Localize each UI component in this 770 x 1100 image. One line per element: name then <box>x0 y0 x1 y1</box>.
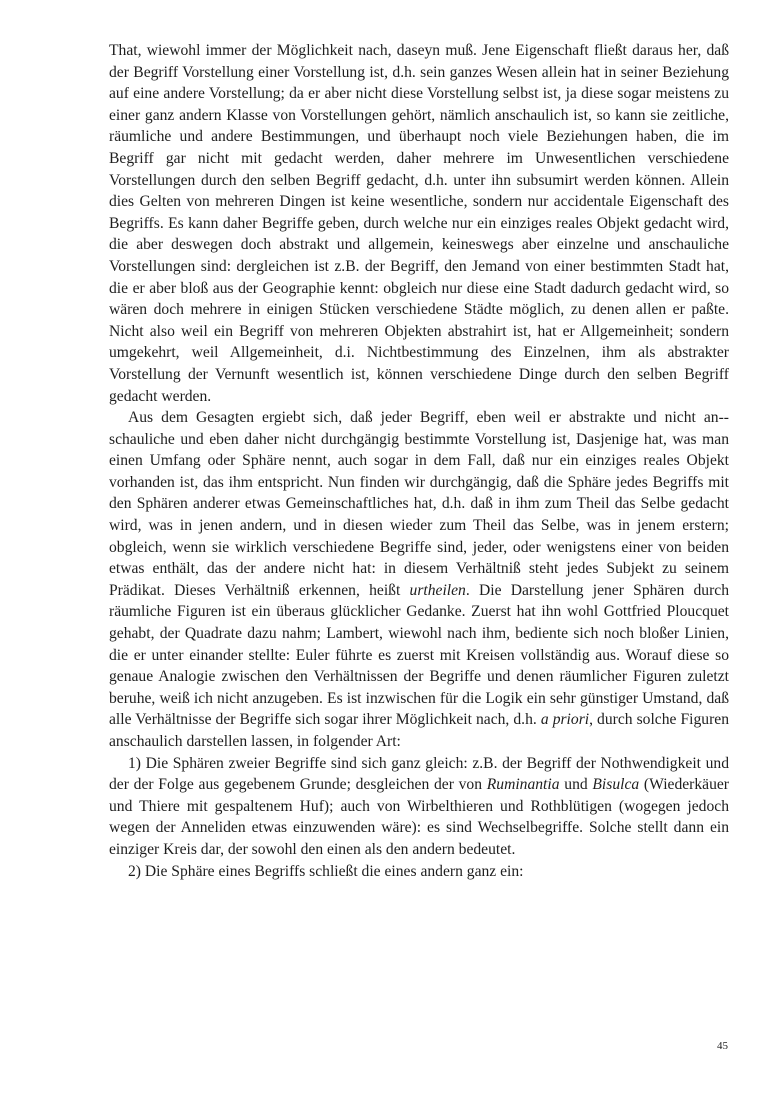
paragraph-2-italic-term: urtheilen <box>409 581 466 599</box>
paragraph-1-text: That, wiewohl immer der Möglichkeit nach, daseyn muß. Jene Eigenschaft fließt daraus her, daß der Begriff Vorstellung einer Vorstellung ist, d.h. sein ganzes Wesen allein hat in seiner Beziehung auf eine andere Vorstellung; da er aber nicht diese Vorstellung selbst ist, ja diese sogar meistens zu einer ganz andern Klasse von Vorstellungen gehört, nämlich anschaulich ist, so kann sie zeitliche, räumliche und andere Bestimmungen, und überhaupt noch viele Beziehungen haben, die im Begriff gar nicht mit gedacht werden, daher mehrere im Unwesentlichen verschiedene Vorstellungen durch den selben Begriff gedacht, d.h. unter ihn subsumirt werden können. Allein dies Gelten von mehreren Dingen ist keine wesentliche, sondern nur accidentale Eigenschaft des Begriffs. Es kann daher Begriffe geben, durch welche nur ein einziges reales Objekt gedacht wird, die aber deswegen doch abstrakt und allgemein, keineswegs aber einzelne und anschauliche Vorstellungen sind: dergleichen ist z.B. der Begriff, den Jemand von einer bestimmten Stadt hat, die er aber bloß aus der Geographie kennt: obgleich nur diese eine Stadt dadurch gedacht wird, so wären doch mehrere in einigen Stücken verschiedene Städte möglich, zu denen allen er paßte. Nicht also weil ein Begriff von mehreren Objekten abstrahirt ist, hat er Allgemeinheit; sondern umgekehrt, weil Allgemeinheit, d.i. Nichtbestimmung des Einzelnen, ihm als abstrakter Vorstellung der Vernunft wesentlich ist, können verschiedene Dinge durch den selben Begriff gedacht werden. <box>109 42 729 405</box>
paragraph-2 <box>109 407 729 753</box>
paragraph-3-italic-term-1: Ruminantia <box>486 776 560 794</box>
paragraph-2-text-a: Aus dem Gesagten ergiebt sich, daß jeder Begriff, eben weil er abstrakte und nicht an-schauliche und eben daher nicht durchgängig bestimmte Vorstellung ist, Dasjenige hat, was man einen Umfang oder Sphäre nennt, auch sogar in dem Fall, daß nur ein einziges reales Objekt vorhanden ist, das ihm entspricht. Nun finden wir durchgängig, daß die Sphäre jedes Begriffs mit den Sphären anderer etwas Gemeinschaftliches hat, d.h. daß in ihm zum Theil das Selbe gedacht wird, was in jenen andern, und in diesen wieder zum Theil das Selbe, was in jenem erstern; obgleich, wenn sie wirklich verschiedene Begriffe sind, jeder, oder wenigstens einer von beiden etwas enthält, das der andere nicht hat: in diesem Verhältniß steht jedes Subjekt zu seinem Prädikat. Dieses Verhältniß erkennen, heißt <box>109 409 729 599</box>
page-number: 45 <box>717 1040 728 1052</box>
paragraph-4 <box>109 861 729 883</box>
paragraph-3 <box>109 753 729 861</box>
paragraph-1 <box>109 40 729 407</box>
paragraph-2-text-c: , durch solche Figuren anschaulich darstellen lassen, in folgender Art: <box>109 711 730 750</box>
paragraph-4-text: 2) Die Sphäre eines Begriffs schließt die eines andern ganz ein: <box>128 862 524 880</box>
paragraph-2-italic-phrase: a priori <box>540 711 590 729</box>
paragraph-3-italic-term-2: Bisulca <box>592 776 640 794</box>
paragraph-2-text-b: . Die Darstellung jener Sphären durch räumliche Figuren ist ein überaus glücklicher Gedanke. Zuerst hat ihn wohl Gottfried Ploucquet gehabt, der Quadrate dazu nahm; Lambert, wiewohl nach ihm, bediente sich noch bloßer Linien, die er unter einander stellte: Euler führte es zuerst mit Kreisen vollständig aus. Worauf diese so genaue Analogie zwischen den Verhältnissen der Begriffe und denen räumlicher Figuren zuletzt beruhe, weiß ich nicht anzugeben. Es ist inzwischen für die Logik ein sehr günstiger Umstand, daß alle Verhältnisse der Begriffe sich sogar ihrer Möglichkeit nach, d.h. <box>109 581 729 729</box>
paragraph-3-text-c: (Wiederkäuer und Thiere mit gespaltenem Huf); auch von Wirbelthieren und Rothblütigen (wogegen jedoch wegen der Anneliden etwas einzuwenden wäre): es sind Wechselbegriffe. Solche stellt dann ein einziger Kreis dar, der sowohl den einen als den andern bedeutet. <box>109 776 729 858</box>
paragraph-3-text-b: und <box>559 776 593 794</box>
paragraph-3-text-a: 1) Die Sphären zweier Begriffe sind sich ganz gleich: z.B. der Begriff der Nothwendigkeit und der der Folge aus gegebenem Grunde; desgleichen der von <box>109 754 729 794</box>
page-body <box>109 40 729 882</box>
